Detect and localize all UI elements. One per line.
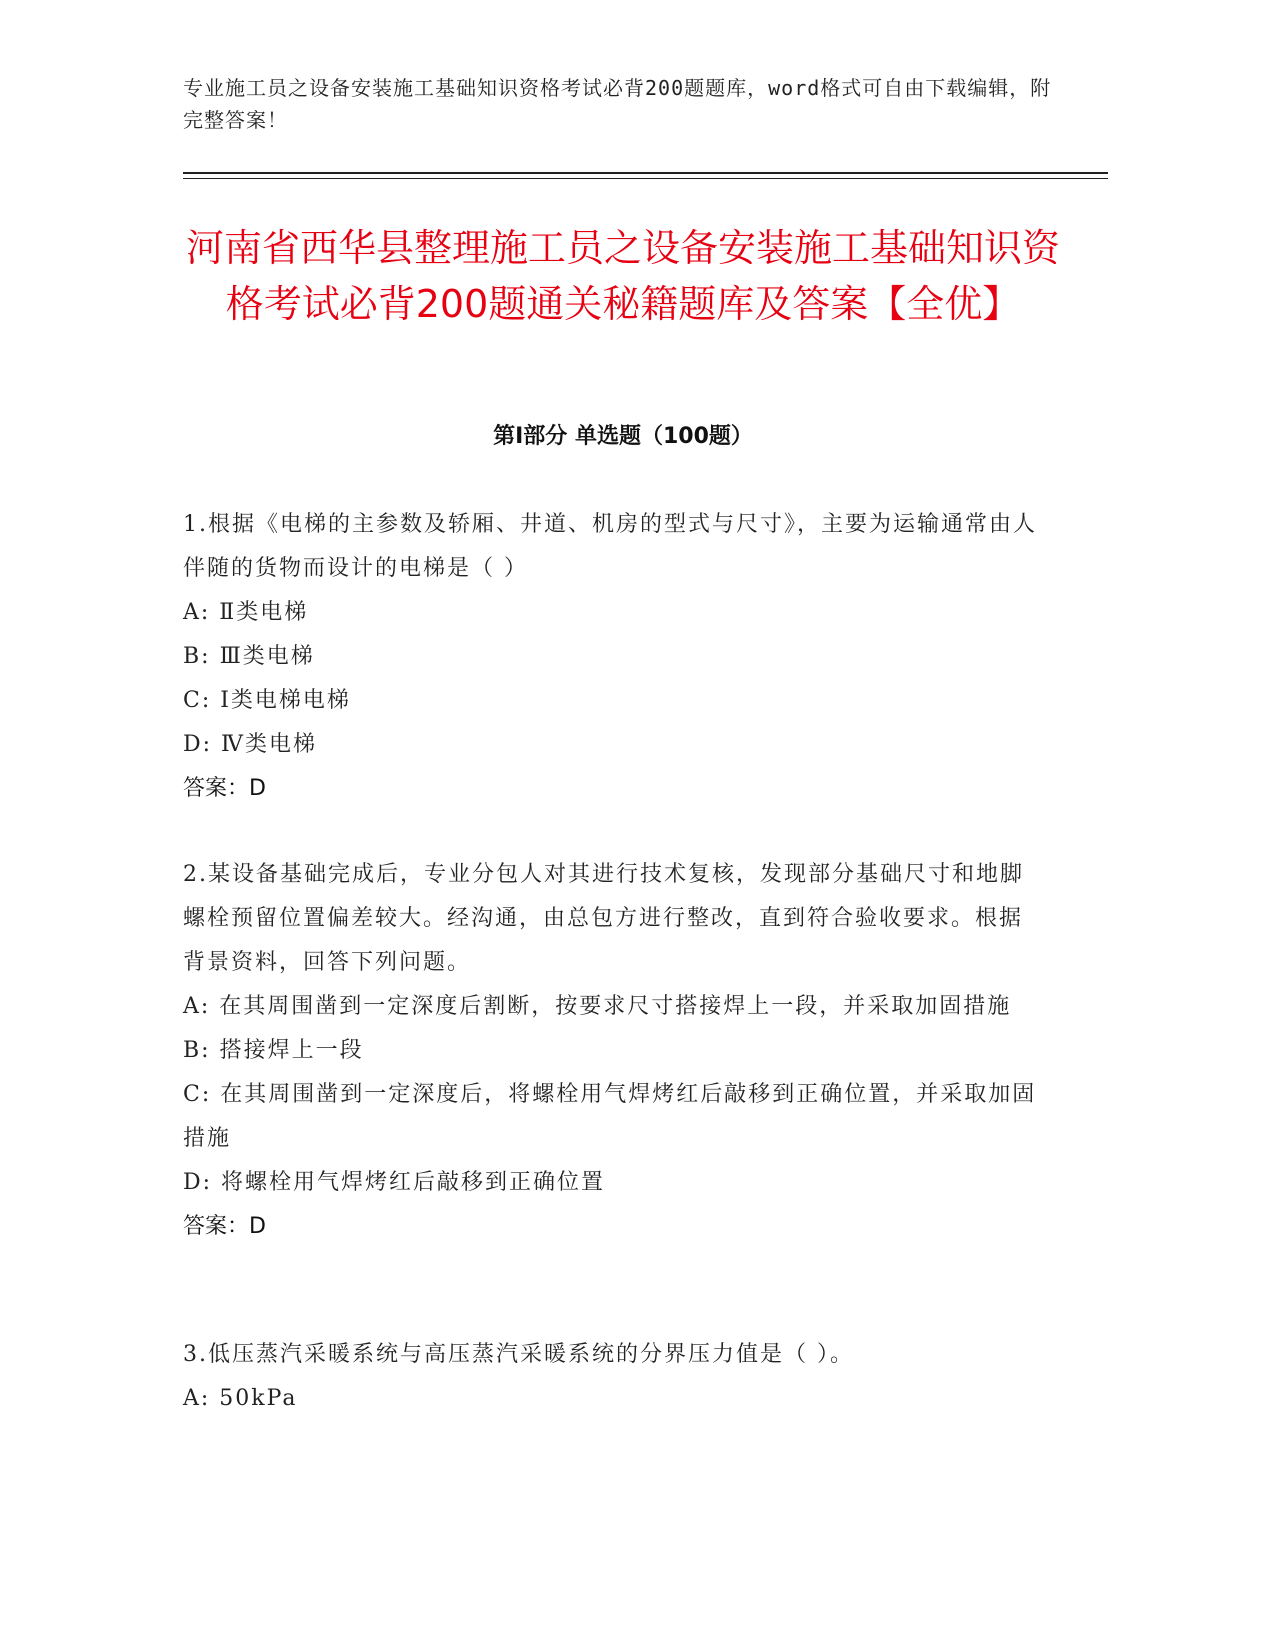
question-3 bbox=[183, 1333, 1043, 1421]
option-a: A: 50kPa bbox=[183, 1386, 298, 1411]
question-stem: 2.某设备基础完成后，专业分包人对其进行技术复核，发现部分基础尺寸和地脚螺栓预留位置偏差较大。经沟通，由总包方进行整改，直到符合验收要求。根据背景资料，回答下列问题。 bbox=[183, 862, 1024, 975]
option-c: C: Ⅰ类电梯电梯 bbox=[183, 688, 351, 713]
answer: 答案：D bbox=[183, 776, 266, 801]
answer: 答案：D bbox=[183, 1214, 266, 1239]
option-c: C: 在其周围凿到一定深度后，将螺栓用气焊烤红后敲移到正确位置，并采取加固措施 bbox=[183, 1082, 1037, 1151]
section-title: 第Ⅰ部分 单选题（100题） bbox=[493, 424, 753, 449]
header-note: 专业施工员之设备安装施工基础知识资格考试必背200题题库，word格式可自由下载编辑，附完整答案！ bbox=[183, 76, 1052, 132]
header-divider-thin bbox=[183, 178, 1108, 179]
question-1 bbox=[183, 503, 1043, 811]
question-2 bbox=[183, 853, 1043, 1249]
question-stem: 3.低压蒸汽采暖系统与高压蒸汽采暖系统的分界压力值是（ ）。 bbox=[183, 1342, 854, 1367]
option-d: D: Ⅳ类电梯 bbox=[183, 732, 318, 757]
option-b: B: 搭接焊上一段 bbox=[183, 1038, 364, 1063]
option-a: A: 在其周围凿到一定深度后割断，按要求尺寸搭接焊上一段，并采取加固措施 bbox=[183, 994, 1012, 1019]
document-title: 河南省西华县整理施工员之设备安装施工基础知识资格考试必背200题通关秘籍题库及答案【全优】 bbox=[185, 226, 1060, 326]
option-d: D: 将螺栓用气焊烤红后敲移到正确位置 bbox=[183, 1170, 606, 1195]
question-stem: 1.根据《电梯的主参数及轿厢、井道、机房的型式与尺寸》，主要为运输通常由人伴随的货物而设计的电梯是（ ） bbox=[183, 512, 1037, 581]
option-b: B: Ⅲ类电梯 bbox=[183, 644, 315, 669]
option-a: A: Ⅱ类电梯 bbox=[183, 600, 309, 625]
header-divider-thick bbox=[183, 172, 1108, 174]
